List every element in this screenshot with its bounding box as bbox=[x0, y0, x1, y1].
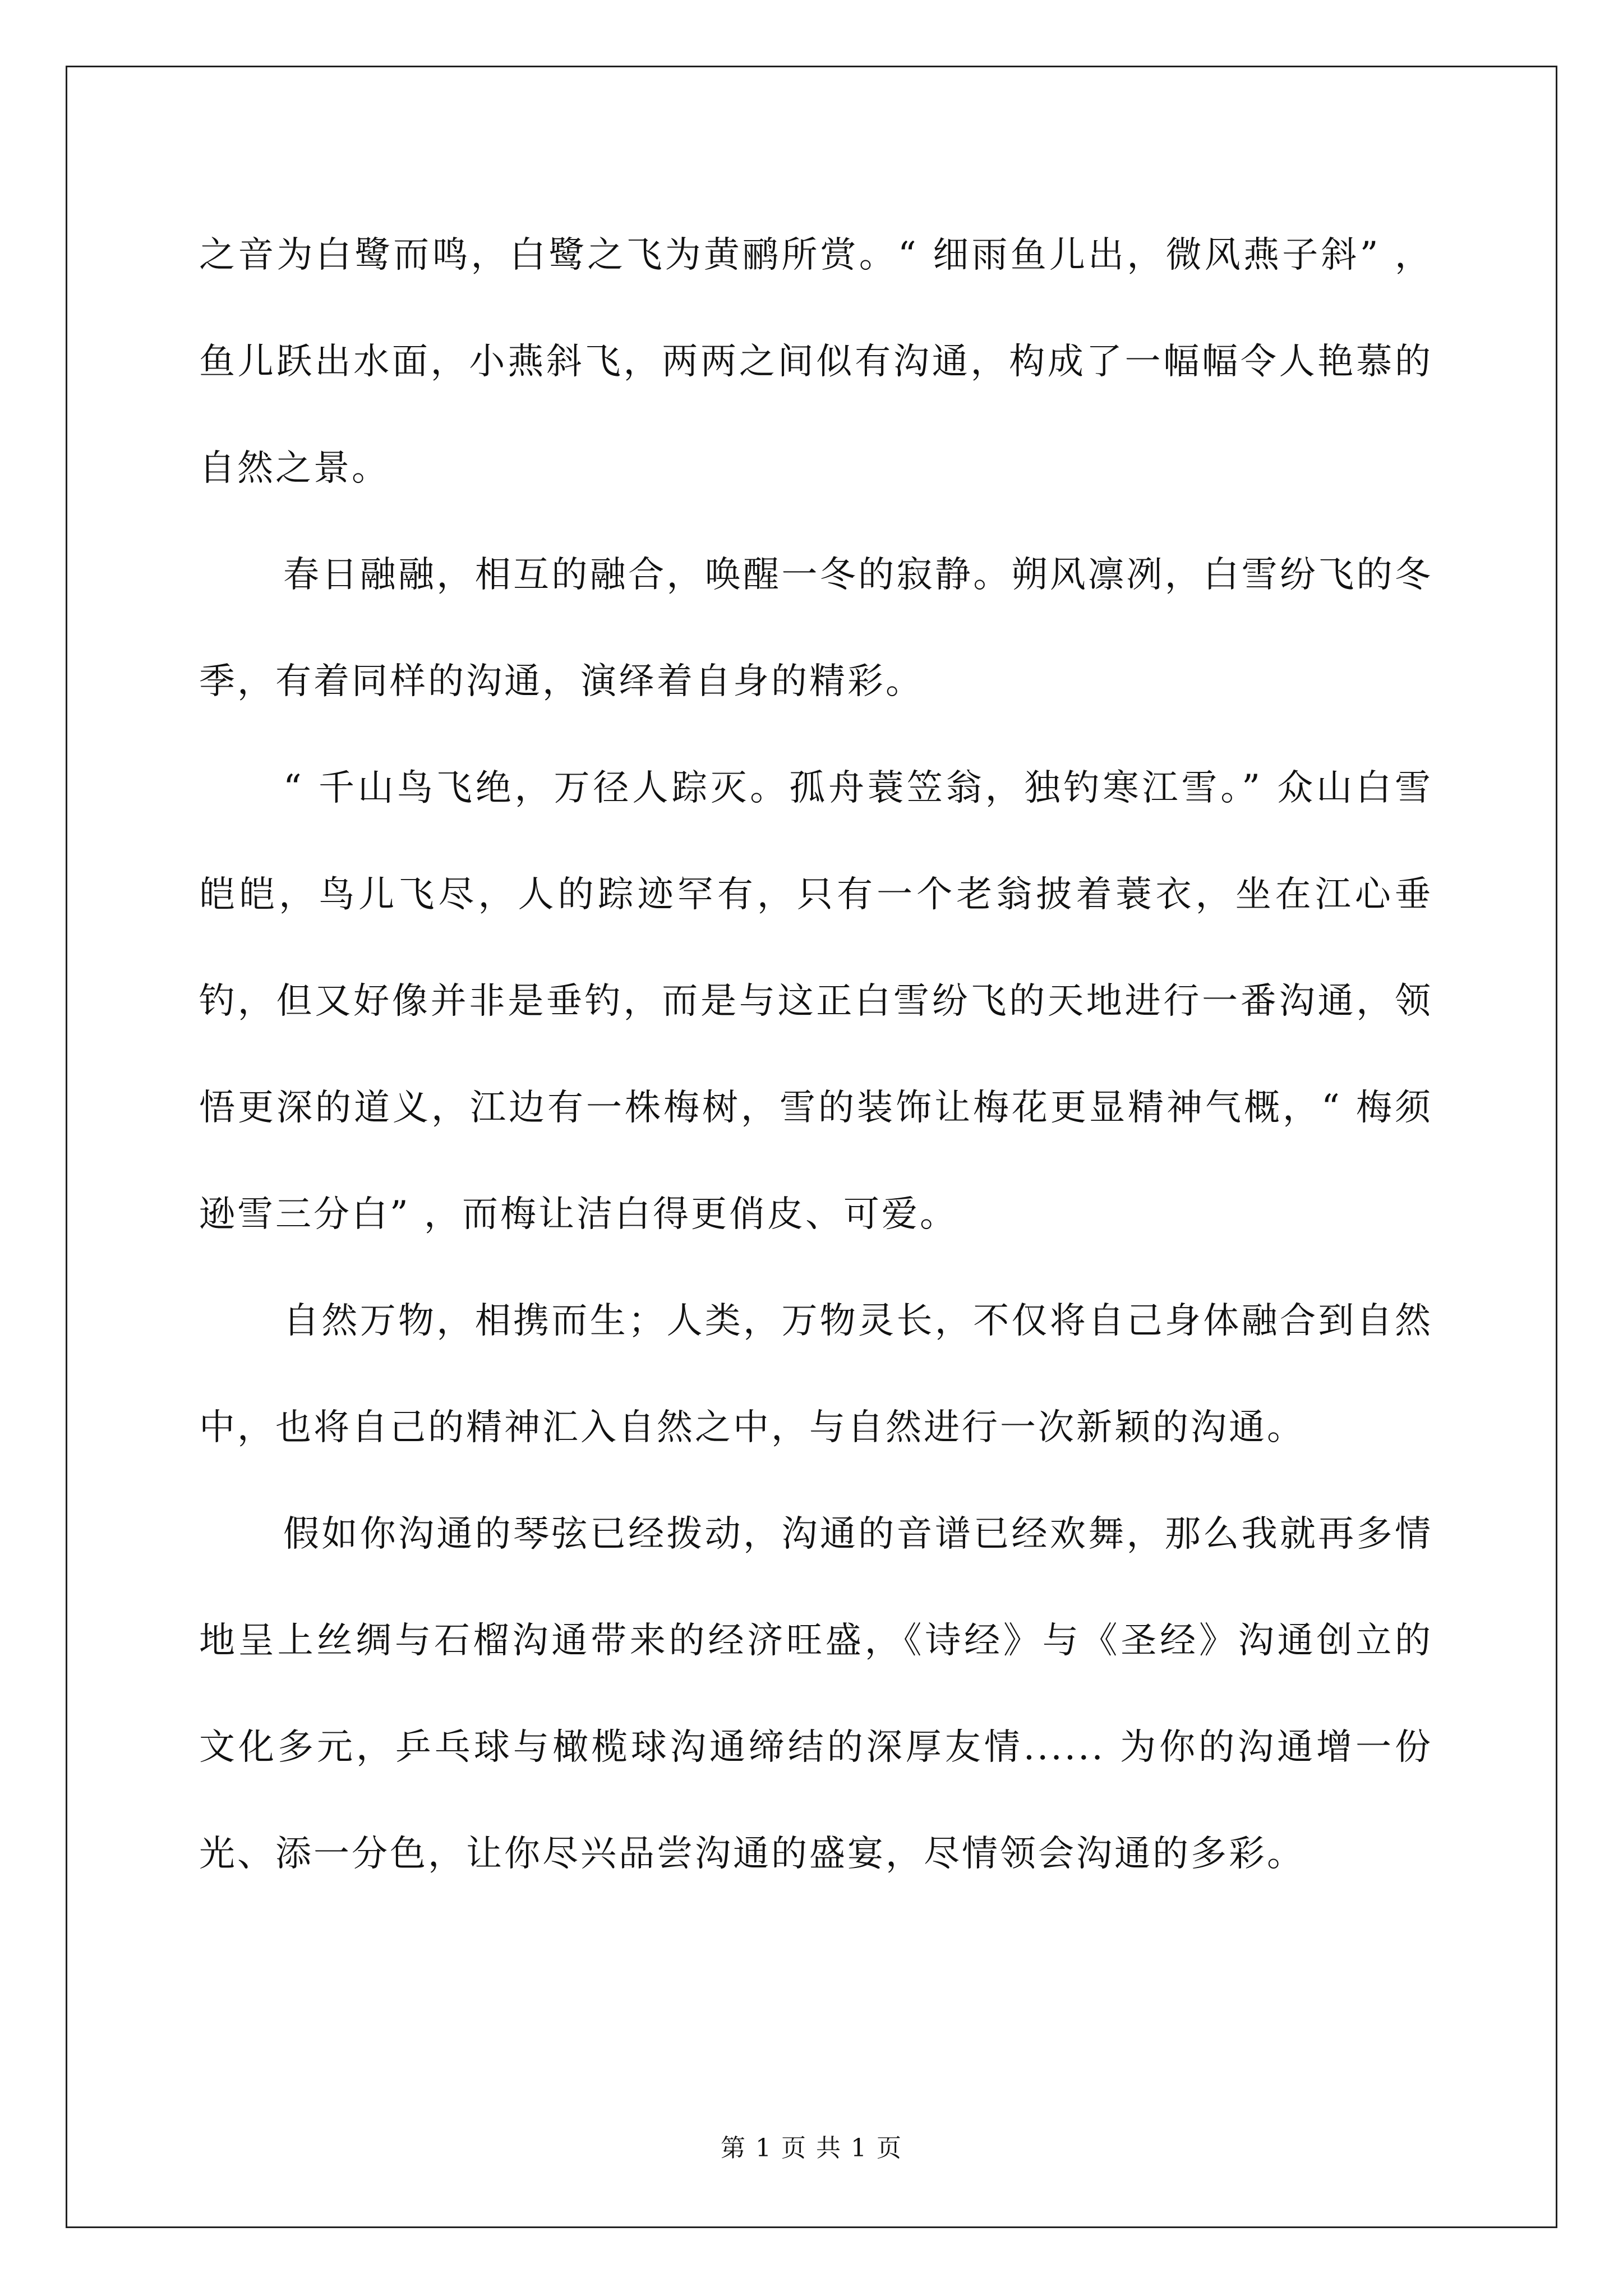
paragraph-4: 自然万物，相携而生；人类，万物灵长，不仅将自己身体融合到自然中，也将自己的精神汇入自然之中，与自然进行一次新颖的沟通。 bbox=[199, 1300, 1433, 1448]
paragraph-2: 春日融融，相互的融合，唤醒一冬的寂静。朔风凛冽，白雪纷飞的冬季，有着同样的沟通，演绎着自身的精彩。 bbox=[199, 554, 1433, 702]
document-body bbox=[199, 202, 1433, 1907]
paragraph-1: 之音为白鹭而鸣，白鹭之飞为黄鹂所赏。“ 细雨鱼儿出，微风燕子斜” ，鱼儿跃出水面，小燕斜飞，两两之间似有沟通，构成了一幅幅令人艳慕的自然之景。 bbox=[199, 234, 1433, 489]
paragraph-3: “ 千山鸟飞绝，万径人踪灭。孤舟蓑笠翁，独钓寒江雪。” 众山白雪皑皑，鸟儿飞尽，人的踪迹罕有，只有一个老翁披着蓑衣，坐在江心垂钓，但又好像并非是垂钓，而是与这正白雪纷飞的天地进行一番沟通，领悟更深的道义，江边有一株梅树，雪的装饰让梅花更显精神气概，“ 梅须逊雪三分白” ，而梅让洁白得更俏皮、可爱。 bbox=[199, 767, 1433, 1235]
page-number-footer: 第 1 页 共 1 页 bbox=[721, 2134, 902, 2162]
paragraph-5: 假如你沟通的琴弦已经拨动，沟通的音谱已经欢舞，那么我就再多情地呈上丝绸与石榴沟通带来的经济旺盛，《诗经》与《圣经》沟通创立的文化多元，乒乓球与橄榄球沟通缔结的深厚友情...... 为你的沟通增一份光、添一分色，让你尽兴品尝沟通的盛宴，尽情领会沟通的多彩。 bbox=[199, 1513, 1433, 1875]
